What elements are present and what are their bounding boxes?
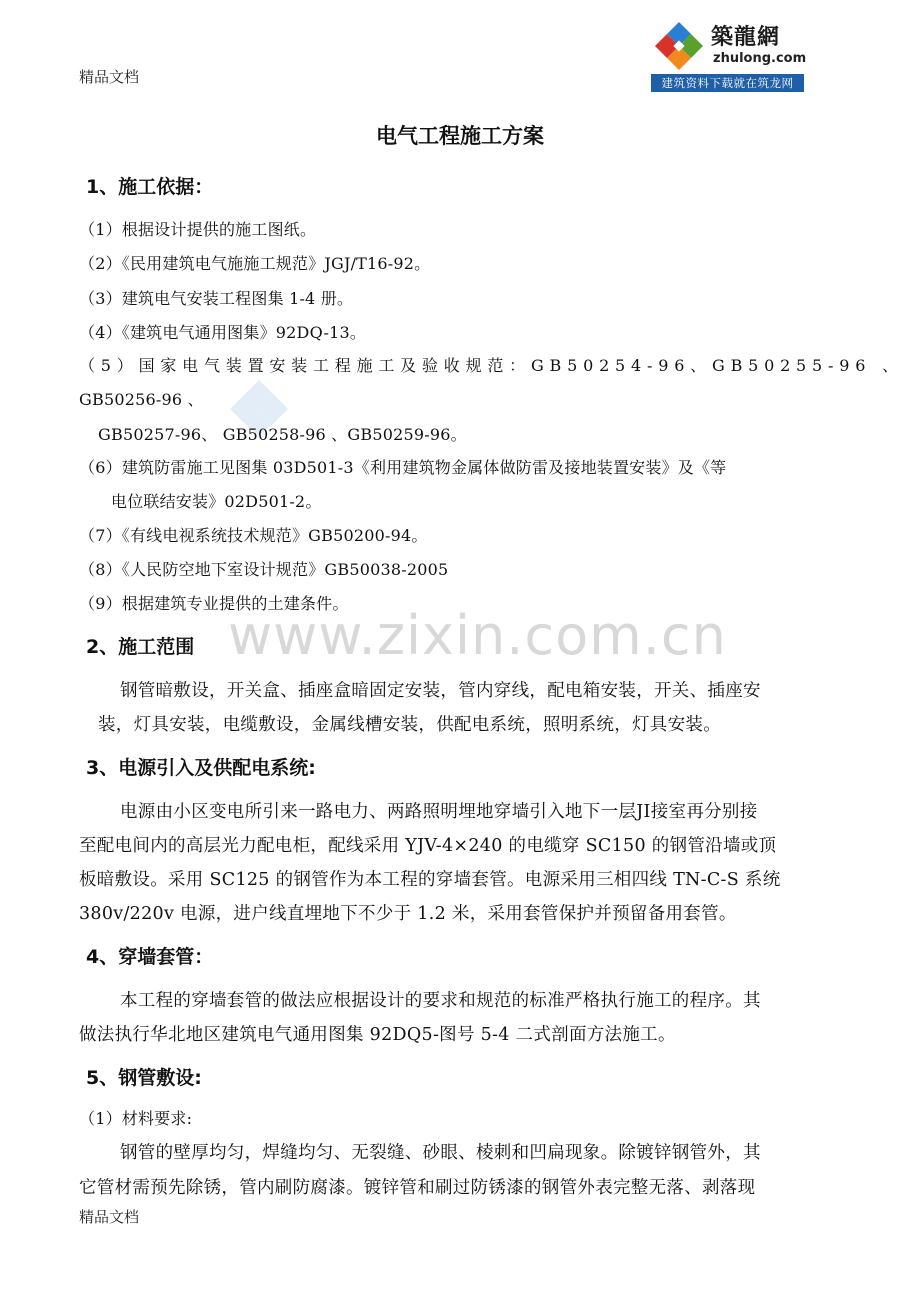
s1-item-5-line-3: GB50257-96、 GB50258-96 、GB50259-96。: [98, 425, 467, 444]
zhulong-mark-icon: [651, 18, 707, 74]
s5-line-2: 它管材需预先除锈，管内刷防腐漆。镀锌管和刷过防锈漆的钢管外表完整无落、剥落现: [79, 1178, 756, 1198]
s3-line-3: 板暗敷设。采用 SC125 的钢管作为本工程的穿墙套管。电源采用三相四线 TN-C-S 系统: [79, 870, 781, 890]
logo-top: [651, 18, 807, 74]
s3-line-1: 电源由小区变电所引来一路电力、两路照明埋地穿墙引入地下一层JI接室再分别接: [120, 802, 758, 822]
section-2-heading: 2、施工范围: [86, 636, 195, 658]
s2-line-1: 钢管暗敷设，开关盒、插座盒暗固定安装，管内穿线，配电箱安装，开关、插座安: [120, 681, 761, 701]
zhulong-logo[interactable]: [651, 18, 807, 92]
s2-line-2: 装，灯具安装，电缆敷设，金属线槽安装，供配电系统，照明系统，灯具安装。: [98, 715, 721, 735]
s3-line-4: 380v/220v 电源，进户线直埋地下不少于 1.2 米，采用套管保护并预留备用套管。: [79, 904, 737, 924]
s1-item-3: （3）建筑电气安装工程图集 1-4 册。: [79, 289, 354, 308]
section-4-heading: 4、穿墙套管：: [86, 946, 214, 968]
s1-item-7: （7）《有线电视系统技术规范》GB50200-94。: [79, 526, 428, 545]
s1-item-2: （2）《民用建筑电气施施工规范》JGJ/T16-92。: [79, 254, 431, 273]
page-title: 电气工程施工方案: [376, 124, 544, 148]
header-label: 精品文档: [79, 68, 140, 86]
logo-slogan: 建筑资料下载就在筑龙网: [651, 74, 804, 92]
s1-item-5-line-1: （5）国家电气装置安装工程施工及验收规范：GB50254-96、GB50255-96 、: [79, 356, 904, 375]
s5-line-1: 钢管的壁厚均匀，焊缝均匀、无裂缝、砂眼、棱刺和凹扁现象。除镀锌钢管外，其: [120, 1143, 761, 1163]
s1-item-6-line-2: 电位联结安装》02D501-2。: [111, 492, 322, 511]
s1-item-1: （1）根据设计提供的施工图纸。: [79, 220, 317, 239]
footer-label: 精品文档: [79, 1208, 140, 1226]
s1-item-9: （9）根据建筑专业提供的土建条件。: [79, 594, 349, 613]
logo-domain: zhulong.com: [713, 51, 807, 66]
s4-line-2: 做法执行华北地区建筑电气通用图集 92DQ5-图号 5-4 二式剖面方法施工。: [79, 1025, 676, 1045]
logo-name-cn: 築龍網: [711, 25, 781, 50]
s4-line-1: 本工程的穿墙套管的做法应根据设计的要求和规范的标准严格执行施工的程序。其: [120, 991, 761, 1011]
s5-subheading: （1）材料要求:: [79, 1109, 193, 1128]
s1-item-6-line-1: （6）建筑防雷施工见图集 03D501-3《利用建筑物金属体做防雷及接地装置安装》及《等: [79, 458, 727, 477]
section-1-heading: 1、施工依据：: [86, 176, 214, 198]
s3-line-2: 至配电间内的高层光力配电柜，配线采用 YJV-4×240 的电缆穿 SC150 的钢管沿墙或顶: [79, 836, 777, 856]
s1-item-4: （4）《建筑电气通用图集》92DQ-13。: [79, 323, 367, 342]
watermark-text: www.zixin.com.cn: [228, 604, 727, 667]
section-5-heading: 5、钢管敷设:: [86, 1067, 202, 1089]
s1-item-5-line-2: GB50256-96 、: [79, 390, 204, 409]
section-3-heading: 3、电源引入及供配电系统:: [86, 757, 316, 779]
s1-item-8: （8）《人民防空地下室设计规范》GB50038-2005: [79, 560, 449, 579]
